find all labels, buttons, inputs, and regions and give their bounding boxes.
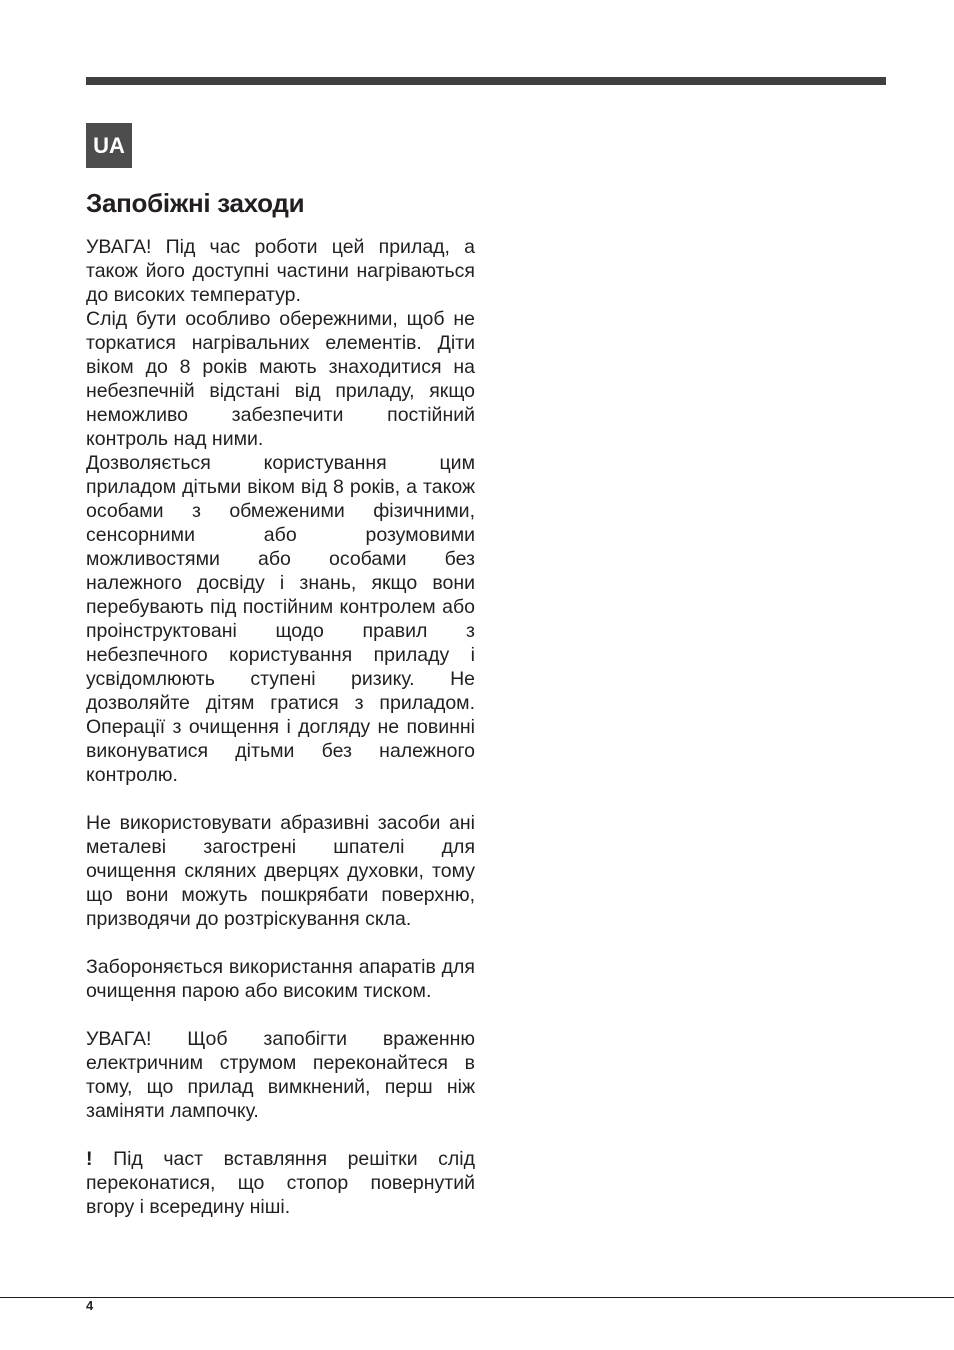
language-badge: UA [86, 123, 132, 168]
warning-paragraph-lamp: УВАГА! Щоб запобігти враженню електричним струмом переконайтеся в тому, що прилад вимкнений, перш ніж заміняти лампочку. [86, 1028, 475, 1122]
paragraph-rack-insertion [86, 1147, 475, 1219]
top-divider [86, 77, 886, 85]
paragraph-steam-cleaning: Забороняється використання апаратів для очищення парою або високим тиском. [86, 956, 475, 1002]
page-number: 4 [86, 1298, 94, 1313]
paragraph-children-distance: Слід бути особливо обережними, щоб не торкатися нагрівальних елементів. Діти віком до 8 років мають знаходитися на небезпечній відстані від приладу, якщо неможливо забезпечити постійний контроль над ними. [86, 308, 475, 450]
paragraph-usage-permission: Дозволяється користування цим приладом дітьми віком від 8 років, а також особами з обмеженими фізичними, сенсорними або розумовими можливостями або особами без належного досвіду і знань, якщо вони перебувають під постійним контролем або проінструктовані щодо правил з небезпечного користування приладу і усвідомлюють ступені ризику. Не дозволяйте дітям гратися з приладом. Операції з очищення і догляду не повинні виконуватися дітьми без належного контролю. [86, 452, 475, 786]
bottom-divider [0, 1297, 954, 1298]
warning-paragraph-heat: УВАГА! Під час роботи цей прилад, а також його доступні частини нагріваються до високих температур. [86, 236, 475, 306]
paragraph-rack-insertion-text: Під част вставляння решітки слід переконатися, що стопор повернутий вгору і всередину ніші. [86, 1148, 476, 1218]
exclamation-icon: ! [86, 1148, 93, 1170]
paragraph-abrasives: Не використовувати абразивні засоби ані металеві загострені шпателі для очищення скляних дверцях духовки, тому що вони можуть пошкрябати поверхню, призводячи до розтріскування скла. [86, 812, 475, 930]
section-title: Запобіжні заходи [86, 188, 305, 218]
safety-text-column [86, 235, 475, 1219]
